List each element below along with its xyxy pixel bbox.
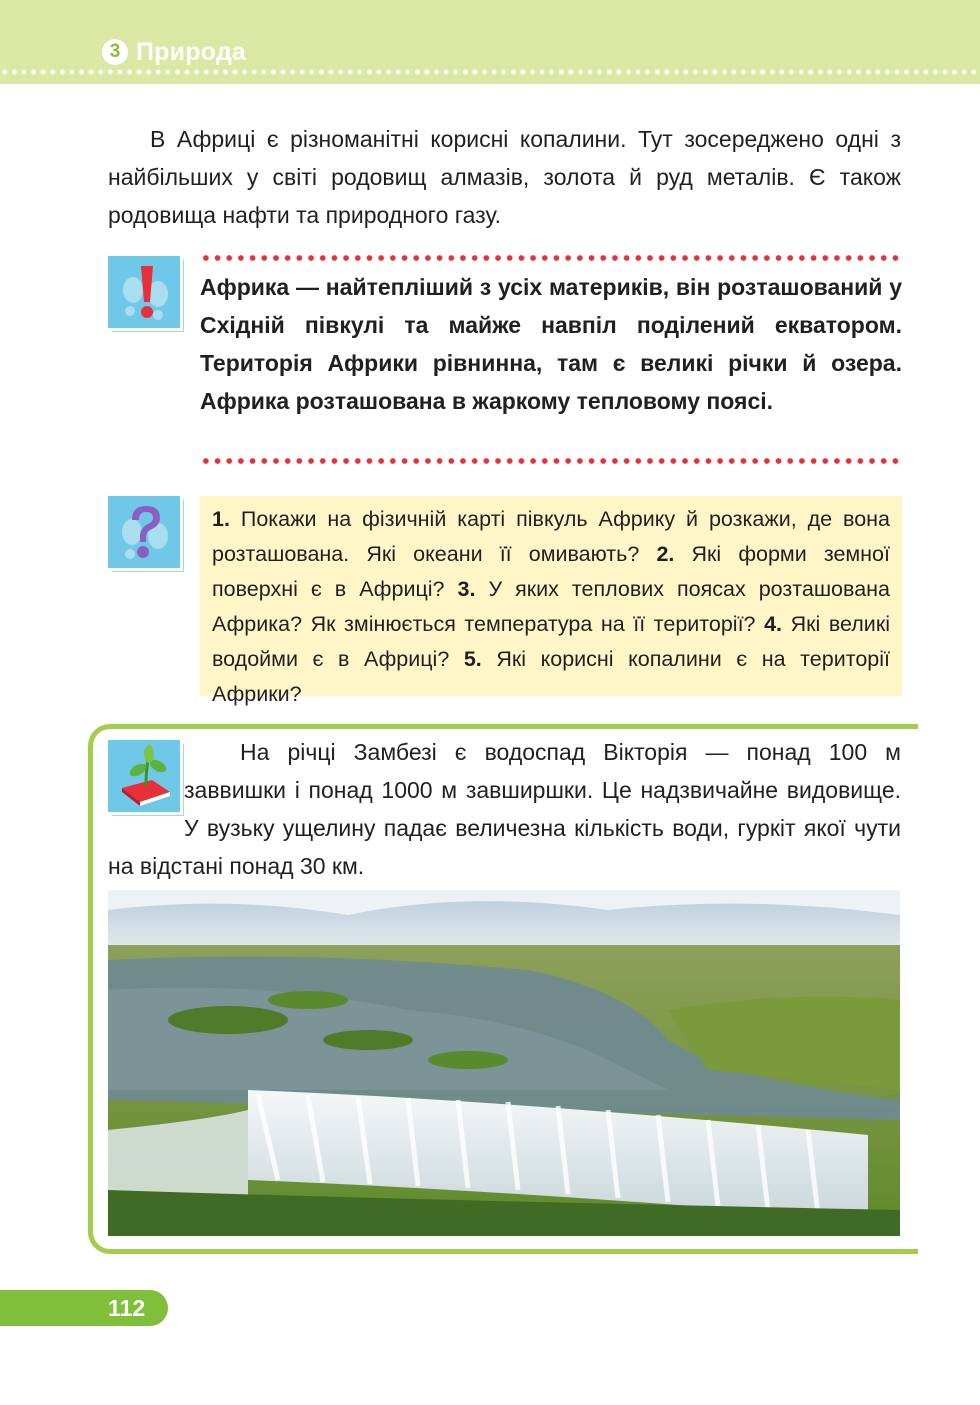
intro-paragraph: В Африці є різноманітні корисні копалини. Тут зосереджено одні з найбільших у світі родовищ алмазів, золота й руд металів. Є також родовища нафти та природного газу. bbox=[108, 126, 901, 228]
icon-text-wrap-spacer bbox=[108, 733, 184, 847]
exclamation-icon bbox=[108, 256, 180, 328]
chapter-heading bbox=[102, 36, 246, 68]
fact-text: Африка — найтепліший з усіх материків, він розташований у Східній півкулі та майже навпіл поділений екватором. Територія Африки рівнинна, там є великі річки й озера. Африка розташована в жаркому тепловому поясі. bbox=[200, 274, 902, 414]
question-text: Які форми земної поверхні є в Африці? bbox=[212, 542, 890, 601]
page-number: 112 bbox=[108, 1295, 146, 1321]
chapter-header-band bbox=[0, 0, 980, 84]
question-icon bbox=[108, 496, 180, 568]
question-number: 3. bbox=[457, 577, 476, 601]
chapter-number-badge: 3 bbox=[102, 39, 128, 65]
questions-panel bbox=[200, 496, 902, 706]
question-text: Покажи на фізичній карті півкуль Африку й розкажи, де вона розташована. Які океани її омивають? bbox=[212, 507, 890, 566]
question-number: 1. bbox=[212, 507, 230, 531]
question-number: 2. bbox=[656, 542, 675, 566]
chapter-title: Природа bbox=[136, 37, 246, 66]
header-dotted-line bbox=[0, 68, 980, 76]
fact-bottom-divider bbox=[200, 457, 902, 465]
victoria-falls-paragraph: На річці Замбезі є водоспад Вікторія — понад 100 м заввишки і понад 1000 м завширшки. Це надзвичайне видовище. У вузьку ущелину падає величезна кількість води, гуркіт якої чути на відстані понад 30 км. bbox=[108, 739, 901, 879]
question-text: У яких теплових поясах розташована Африка? Як змінюється температура на її території? bbox=[212, 577, 890, 636]
question-text: Які корисні копалини є на території Африки? bbox=[212, 647, 890, 706]
victoria-falls-text bbox=[108, 733, 901, 885]
fact-top-divider bbox=[200, 254, 902, 262]
victoria-falls-aerial-photo bbox=[108, 890, 900, 1236]
question-text: Які великі водойми є в Африці? bbox=[212, 612, 890, 671]
question-number: 5. bbox=[463, 647, 482, 671]
questions-text bbox=[212, 502, 890, 712]
question-number: 4. bbox=[764, 612, 783, 636]
